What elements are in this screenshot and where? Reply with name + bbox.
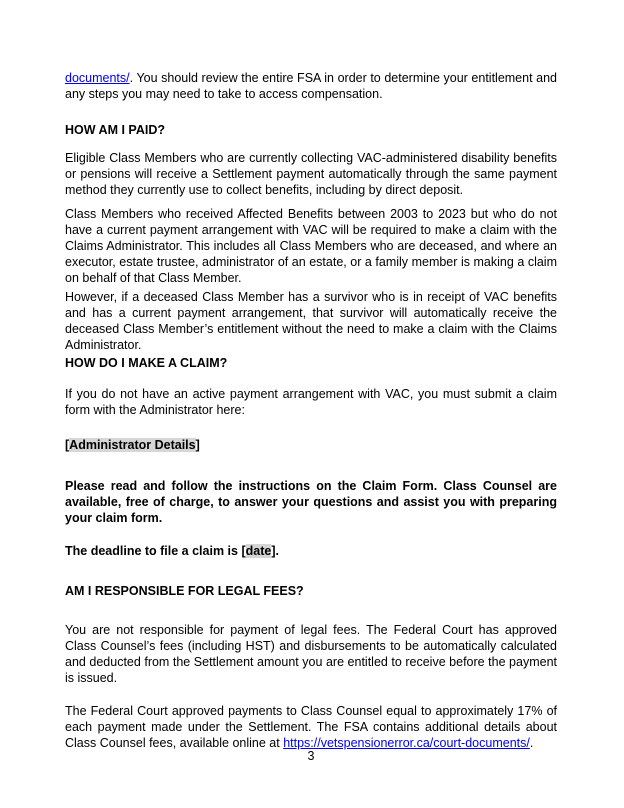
page-number: 3 (307, 749, 315, 763)
claim-paragraph-2: Please read and follow the instructions on the Claim Form. Class Counsel are available, free of charge, to answer your questions and assist you with preparing your claim form. (65, 479, 557, 525)
deadline-line (65, 543, 557, 559)
intro-text: . You should review the entire FSA in order to determine your entitlement and any steps you may need to take to access compensation. (65, 71, 557, 101)
admin-close-bracket: ] (195, 438, 200, 452)
deadline-text: The deadline to file a claim is [ (65, 544, 246, 558)
date-placeholder: date (245, 544, 272, 558)
document-content (65, 70, 557, 764)
claim-paragraph-1: If you do not have an active payment arrangement with VAC, you must submit a claim form with the Administrator here: (65, 387, 557, 417)
administrator-details-placeholder: Administrator Details (69, 438, 196, 452)
heading-how-am-i-paid: HOW AM I PAID? (65, 123, 165, 137)
paid-paragraph-2: Class Members who received Affected Benefits between 2003 to 2023 but who do not have a current payment arrangement with VAC will be required to make a claim with the Claims Administrator. This includes all Class Members who are deceased, and where an executor, estate trustee, administrator of an estate, or a family member is making a claim on behalf of that Class Member. (65, 207, 557, 285)
heading-how-do-i-make-a-claim: HOW DO I MAKE A CLAIM? (65, 356, 228, 370)
court-documents-link[interactable]: https://vetspensionerror.ca/court-documents/ (283, 736, 530, 750)
administrator-details-line (65, 437, 557, 453)
fees-paragraph-1: You are not responsible for payment of legal fees. The Federal Court has approved Class Counsel’s fees (including HST) and disbursements to be automatically calculated and deducted from the Settlement amount you are entitled to receive before the payment is issued. (65, 623, 557, 685)
admin-open-bracket: [ (65, 438, 70, 452)
documents-link[interactable]: documents/ (65, 71, 130, 85)
fees-text-suffix: . (529, 736, 534, 750)
paid-paragraph-1: Eligible Class Members who are currently collecting VAC-administered disability benefits or pensions will receive a Settlement payment automatically through the same payment method they currently use to collect benefits, including by direct deposit. (65, 151, 557, 197)
paid-paragraph-3: However, if a deceased Class Member has a survivor who is in receipt of VAC benefits and has a current payment arrangement, that survivor will automatically receive the deceased Class Member’s entitlement without the need to make a claim with the Claims Administrator. (65, 290, 557, 352)
fees-paragraph-2 (65, 703, 557, 751)
deadline-suffix: ]. (271, 544, 279, 558)
fees-text: The Federal Court approved payments to Class Counsel equal to approximately 17% of each payment made under the Settlement. The FSA contains additional details about Class Counsel fees, available online at (65, 704, 557, 750)
heading-legal-fees: AM I RESPONSIBLE FOR LEGAL FEES? (65, 584, 304, 598)
intro-paragraph (65, 70, 557, 102)
